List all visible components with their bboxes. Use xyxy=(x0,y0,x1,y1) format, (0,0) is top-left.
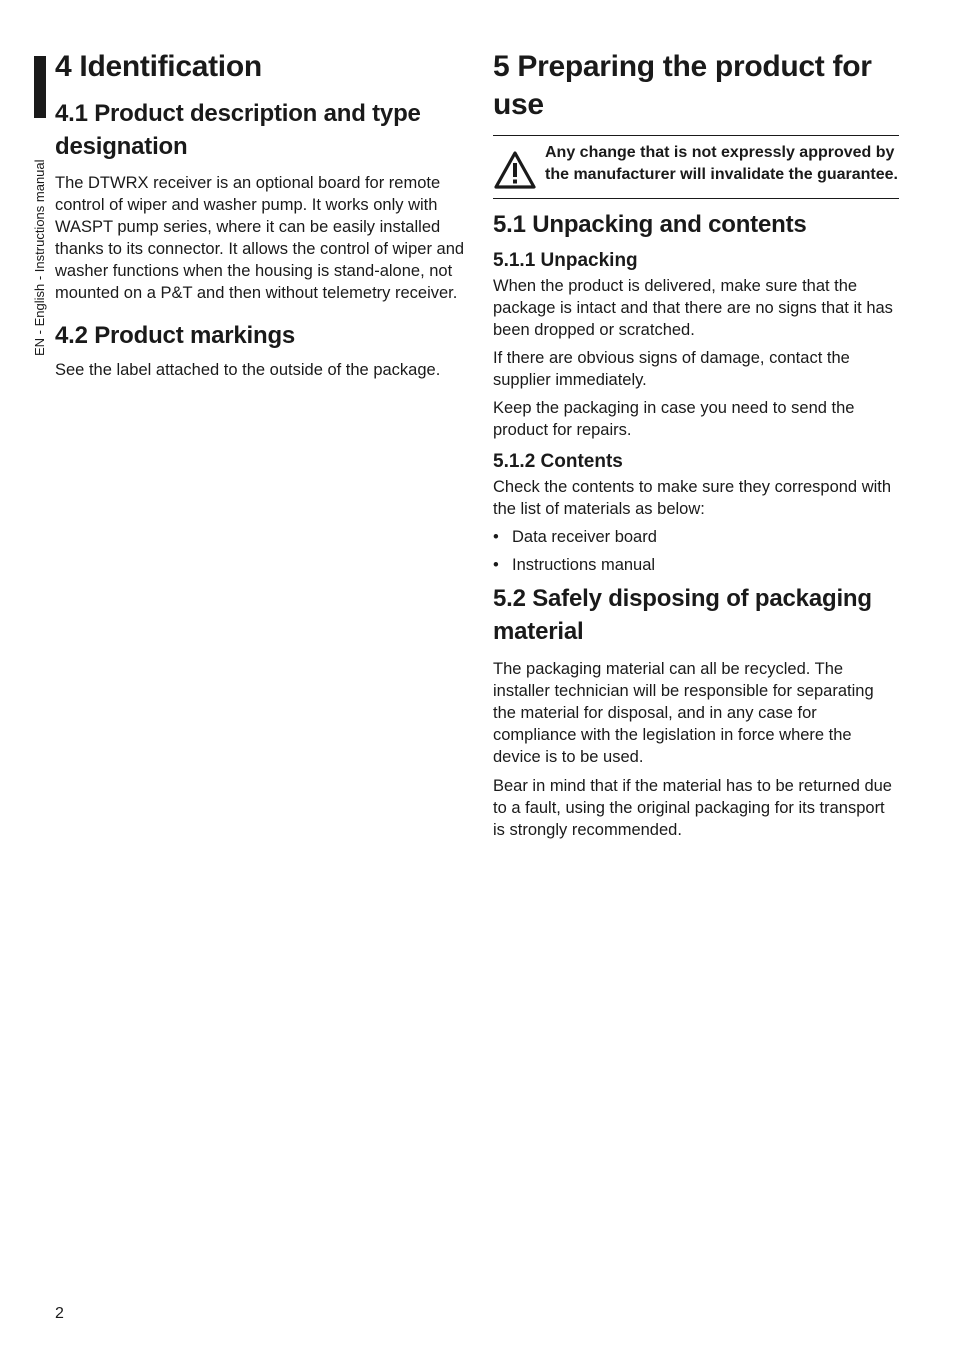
section-4-title: 4 Identification xyxy=(55,50,262,83)
section-5-1-1-para-2: If there are obvious signs of damage, contact the supplier immediately. xyxy=(493,349,850,389)
bullet-marker: • xyxy=(493,528,499,546)
section-5-1-1-para-3: Keep the packaging in case you need to send the product for repairs. xyxy=(493,399,855,439)
section-5-1-2-para-1: Check the contents to make sure they correspond with the list of materials as below: xyxy=(493,478,892,518)
section-5-1-1-para-1: When the product is delivered, make sure that the package is intact and that there are no signs that it has been dropped or scratched. xyxy=(493,277,893,339)
warning-text: Any change that is not expressly approved by the manufacturer will invalidate the guarantee. xyxy=(545,144,898,183)
list-item xyxy=(493,554,899,576)
section-5-1-1-title: 5.1.1 Unpacking xyxy=(493,250,638,271)
contents-list xyxy=(493,526,899,576)
left-column xyxy=(55,48,465,381)
section-5-1-title: 5.1 Unpacking and contents xyxy=(493,211,807,238)
section-5-2-title: 5.2 Safely disposing of packaging material xyxy=(493,585,872,645)
sidebar-label: EN - English - Instructions manual xyxy=(32,159,47,356)
right-column xyxy=(493,48,899,841)
section-4-1-title: 4.1 Product description and type designation xyxy=(55,100,421,160)
page-number: 2 xyxy=(55,1305,64,1322)
warning-triangle-icon xyxy=(493,150,537,190)
list-item-text: Data receiver board xyxy=(512,528,657,546)
section-4-2-title: 4.2 Product markings xyxy=(55,322,296,349)
warning-box xyxy=(493,135,899,199)
list-item-text: Instructions manual xyxy=(512,556,656,574)
section-4-1-body: The DTWRX receiver is an optional board for remote control of wiper and washer pump. It works only with WASPT pump series, where it can be easily installed thanks to its connector. It allows the control of wiper and washer functions when the housing is stand-alone, not mounted on a P&T and then without telemetry receiver. xyxy=(55,174,465,302)
section-5-2-para-1: The packaging material can all be recycled. The installer technician will be responsible for separating the material for disposal, and in any case for compliance with the legislation in force where the device is to be used. xyxy=(493,660,874,766)
section-marker-bar xyxy=(34,56,46,118)
section-5-title: 5 Preparing the product for use xyxy=(493,50,872,121)
section-4-2-body: See the label attached to the outside of the package. xyxy=(55,361,441,379)
section-5-1-2-title: 5.1.2 Contents xyxy=(493,451,623,472)
list-item xyxy=(493,526,899,548)
section-5-2-para-2: Bear in mind that if the material has to be returned due to a fault, using the original packaging for its transport is strongly recommended. xyxy=(493,777,892,839)
bullet-marker: • xyxy=(493,556,499,574)
